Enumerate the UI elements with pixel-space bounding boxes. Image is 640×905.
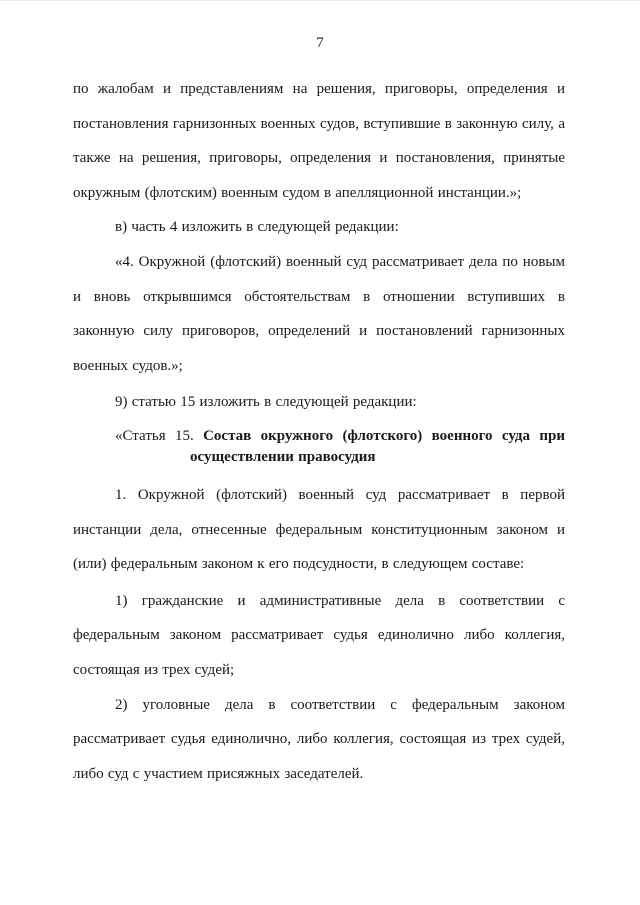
- text-line: 9) статью 15 изложить в следующей редакции:: [115, 394, 417, 411]
- text-line: по жалобам и представлениям на решения, приговоры, определения и: [73, 81, 565, 97]
- heading-line: осуществлении правосудия: [190, 448, 376, 465]
- text-line: законную силу приговоров, определений и постановлений гарнизонных: [73, 323, 565, 340]
- text-line: рассматривает судья единолично, либо коллегия, состоящая из трех судей,: [73, 731, 565, 748]
- text-line: военных судов.»;: [73, 357, 183, 374]
- text-line: также на решения, приговоры, определения и постановления, принятые: [73, 150, 565, 167]
- text-line: постановления гарнизонных военных судов, вступившие в законную силу, а: [73, 115, 565, 132]
- text-line: и вновь открывшимся обстоятельствам в отношении вступивших в: [73, 288, 565, 305]
- text-line: либо суд с участием присяжных заседателей.: [73, 765, 364, 782]
- text-line: инстанции дела, отнесенные федеральным конституционным законом и: [73, 521, 565, 538]
- paragraph-clause-2: [73, 688, 565, 792]
- article-heading: [73, 426, 565, 468]
- page-number: 7: [316, 35, 324, 51]
- paragraph-continuation: [73, 72, 565, 210]
- text-line: (или) федеральным законом к его подсудности, в следующем составе:: [73, 556, 525, 573]
- text-line: в) часть 4 изложить в следующей редакции:: [115, 219, 399, 236]
- paragraph-part1: [73, 478, 565, 582]
- text-line: 2) уголовные дела в соответствии с федеральным законом: [115, 696, 565, 713]
- text-line: федеральным законом рассматривает судья единолично либо коллегия,: [73, 627, 565, 644]
- article-title-part1: Состав окружного (флотского) военного суда при: [203, 427, 565, 444]
- paragraph-quoted-part4: [73, 245, 565, 383]
- text-line: 1. Окружной (флотский) военный суд рассматривает в первой: [115, 486, 565, 503]
- paragraph-item-9: [73, 385, 565, 420]
- text-line: 1) гражданские и административные дела в соответствии с: [115, 592, 565, 609]
- heading-line: [73, 426, 565, 447]
- document-body: [73, 72, 565, 791]
- paragraph-subitem-v: [73, 210, 565, 245]
- text-line: «4. Окружной (флотский) военный суд рассматривает дела по новым: [115, 253, 565, 270]
- paragraph-clause-1: [73, 584, 565, 688]
- text-line: состоящая из трех судей;: [73, 661, 235, 678]
- text-line: окружным (флотским) военным судом в апелляционной инстанции.»;: [73, 184, 522, 201]
- article-number: «Статья 15.: [115, 427, 204, 444]
